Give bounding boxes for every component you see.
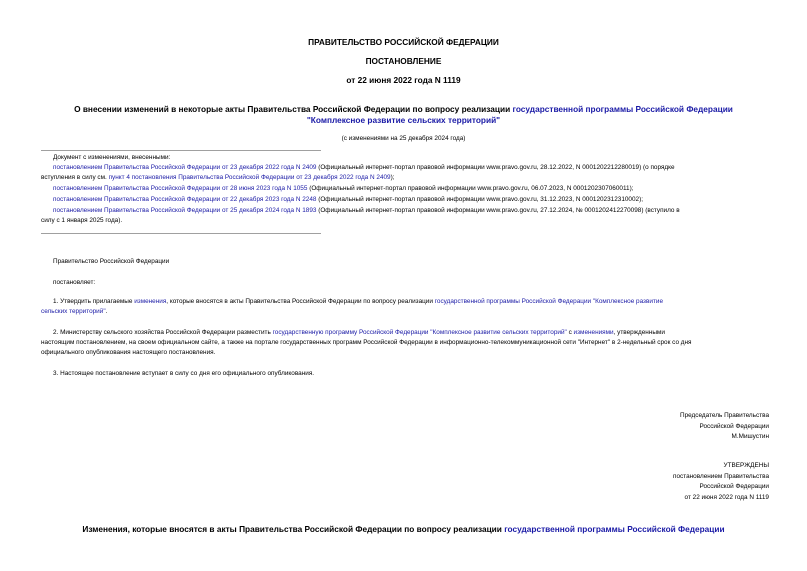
document-type-heading: ПОСТАНОВЛЕНИЕ bbox=[365, 56, 442, 66]
paragraph-text: , которые вносятся в акты Правительства Российской Федерации по вопросу реализации bbox=[166, 298, 435, 305]
paragraph-1 bbox=[41, 297, 769, 307]
amendment-text: силу с 1 января 2025 года). bbox=[41, 217, 123, 224]
paragraph-text: , утвержденными bbox=[613, 329, 665, 336]
amendment-item-continuation bbox=[41, 216, 769, 226]
top-divider bbox=[41, 150, 321, 151]
changes-title bbox=[0, 524, 807, 534]
program-link[interactable]: государственной программы Российской Федерации "Комплексное развитие bbox=[434, 298, 664, 305]
amendment-item bbox=[53, 184, 769, 194]
amendment-text: ); bbox=[390, 174, 395, 181]
signature-name: М.Мишустин bbox=[731, 433, 769, 440]
approval-date: от 22 июня 2022 года N 1119 bbox=[684, 493, 769, 501]
paragraph-2-line-3: официального опубликования настоящего постановления. bbox=[41, 349, 216, 356]
amendments-intro: Документ с изменениями, внесенными: bbox=[53, 154, 171, 161]
program-link[interactable]: сельских территорий" bbox=[41, 308, 106, 315]
amendment-item bbox=[53, 206, 769, 216]
signature-org: Российской Федерации bbox=[699, 422, 769, 430]
bottom-divider bbox=[41, 233, 321, 234]
paragraph-text: . bbox=[105, 308, 108, 315]
amendment-text: (Официальный интернет-портал правовой информации www.pravo.gov.ru, 28.12.2022, N 0001202212280019) (о порядке bbox=[316, 164, 675, 171]
title-program-name-link[interactable]: "Комплексное развитие сельских территорий" bbox=[306, 115, 501, 125]
signature-title: Председатель Правительства bbox=[680, 412, 769, 419]
amendment-text: (Официальный интернет-портал правовой информации www.pravo.gov.ru, 27.12.2024, № 0001202412270098) (вступило в bbox=[316, 207, 680, 214]
signature-block bbox=[680, 411, 769, 443]
amendment-link[interactable]: постановлением Правительства Российской Федерации от 22 декабря 2023 года N 2248 bbox=[53, 196, 317, 203]
document-date-number: от 22 июня 2022 года N 1119 bbox=[346, 75, 461, 85]
changes-title-program-link[interactable]: государственной программы Российской Федерации bbox=[504, 524, 725, 534]
paragraph-text: 2. Министерству сельского хозяйства Российской Федерации разместить bbox=[53, 329, 273, 336]
amendment-link[interactable]: пункт 4 постановления Правительства Российской Федерации от 23 декабря 2022 года N 2409 bbox=[108, 174, 391, 181]
program-link[interactable]: государственную программу Российской Федерации "Комплексное развитие сельских территорий" bbox=[272, 329, 567, 336]
government-heading: ПРАВИТЕЛЬСТВО РОССИЙСКОЙ ФЕДЕРАЦИИ bbox=[308, 37, 499, 47]
title-program-link[interactable]: государственной программы Российской Федерации bbox=[512, 104, 733, 114]
changes-link[interactable]: изменениями bbox=[573, 329, 614, 336]
amendment-link[interactable]: постановлением Правительства Российской Федерации от 23 декабря 2022 года N 2409 bbox=[53, 164, 317, 171]
amendment-link[interactable]: постановлением Правительства Российской Федерации от 25 декабря 2024 года N 1893 bbox=[53, 207, 317, 214]
amendment-text: (Официальный интернет-портал правовой информации www.pravo.gov.ru, 31.12.2023, N 0001202312310002); bbox=[316, 196, 644, 203]
paragraph-2-line-2: настоящим постановлением, на своем официальном сайте, а также на портале государственных программ Российской Федерации в информационно-телекоммуникационной сети "Интернет" в 2-недельный срок со дня bbox=[41, 339, 692, 346]
approval-line: постановлением Правительства bbox=[673, 472, 769, 480]
changes-link[interactable]: изменения bbox=[134, 298, 167, 305]
paragraph-1-continuation bbox=[41, 307, 107, 317]
amendment-item bbox=[53, 195, 769, 205]
approval-heading: УТВЕРЖДЕНЫ bbox=[723, 462, 769, 469]
revision-note: (с изменениями на 25 декабря 2024 года) bbox=[341, 135, 466, 142]
government-line: Правительство Российской Федерации bbox=[53, 258, 170, 265]
approval-line: Российской Федерации bbox=[699, 483, 769, 490]
document-title-text: О внесении изменений в некоторые акты Правительства Российской Федерации по вопросу реализации bbox=[74, 104, 513, 114]
amendment-text: вступления в силу см. bbox=[41, 174, 109, 181]
document-title bbox=[0, 104, 807, 126]
paragraph-text: с bbox=[566, 329, 574, 336]
approval-block bbox=[673, 461, 769, 503]
amendment-item bbox=[53, 163, 769, 173]
amendment-link[interactable]: постановлением Правительства Российской Федерации от 28 июня 2023 года N 1055 bbox=[53, 185, 308, 192]
amendment-item-continuation bbox=[41, 173, 769, 183]
paragraph-text: 1. Утвердить прилагаемые bbox=[53, 298, 135, 305]
decides-line: постановляет: bbox=[53, 279, 96, 286]
paragraph-3: 3. Настоящее постановление вступает в силу со дня его официального опубликования. bbox=[53, 370, 315, 377]
amendment-text: (Официальный интернет-портал правовой информации www.pravo.gov.ru, 06.07.2023, N 0001202307060011); bbox=[307, 185, 634, 192]
changes-title-text: Изменения, которые вносятся в акты Правительства Российской Федерации по вопросу реализации bbox=[82, 524, 505, 534]
paragraph-2 bbox=[41, 328, 769, 338]
